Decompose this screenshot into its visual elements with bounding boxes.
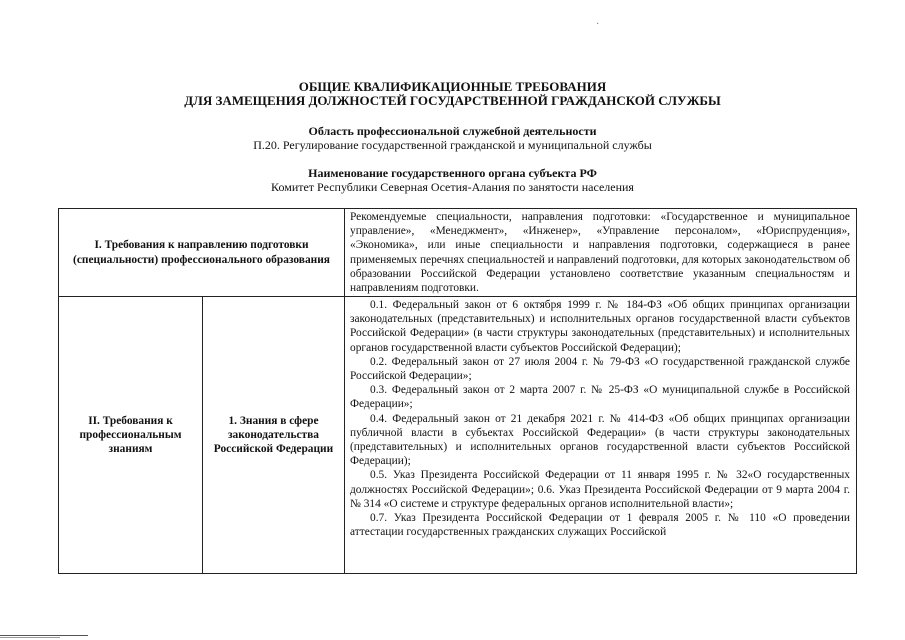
footnote-rule-shadow	[0, 637, 60, 638]
section2-content	[345, 297, 857, 574]
section2-sub-label: 1. Знания в сфере законодательства Российской Федерации	[203, 297, 345, 574]
area-heading: Область профессиональной служебной деятельности	[308, 124, 597, 138]
area-value: П.20. Регулирование государственной гражданской и муниципальной службы	[253, 138, 652, 152]
title-line-2: ДЛЯ ЗАМЕЩЕНИЯ ДОЛЖНОСТЕЙ ГОСУДАРСТВЕННОЙ ГРАЖДАНСКОЙ СЛУЖБЫ	[184, 93, 721, 108]
org-value: Комитет Республики Северная Осетия-Алания по занятости населения	[271, 180, 634, 194]
footnote-rule	[0, 635, 88, 636]
table-row	[59, 209, 857, 297]
list-item: 0.2. Федеральный закон от 27 июля 2004 г. № 79-ФЗ «О государственной гражданской службе Российской Федерации»;	[350, 355, 850, 383]
table-row	[59, 297, 857, 574]
list-item: 0.1. Федеральный закон от 6 октября 1999 г. № 184-ФЗ «Об общих принципах организации законодательных (представительных) и исполнительных органов государственной власти субъектов Российской Федерации» (в части структуры законодательных (представительных) и исполнительных органов государственной власти субъектов Российской Федерации);	[350, 299, 850, 354]
org-heading: Наименование государственного органа субъекта РФ	[308, 166, 597, 180]
scan-speck: ·	[596, 19, 600, 30]
section1-text	[345, 209, 857, 297]
law-list	[350, 298, 850, 572]
list-item: 0.3. Федеральный закон от 2 марта 2007 г. № 25-ФЗ «О муниципальной службе в Российской Федерации»;	[350, 384, 850, 411]
section2-label: II. Требования к профессиональным знаниям	[59, 297, 203, 574]
list-item: 0.7. Указ Президента Российской Федерации от 1 февраля 2005 г. № 110 «О проведении аттестации государственных гражданских служащих Российской	[350, 512, 850, 539]
document-title	[0, 80, 905, 108]
section1-label: I. Требования к направлению подготовки (специальности) профессионального образования	[59, 209, 345, 297]
requirements-table	[58, 208, 857, 574]
list-item: 0.5. Указ Президента Российской Федерации от 11 января 1995 г. № 32«О государственных должностях Российской Федерации»; 0.6. Указ Президента Российской Федерации от 9 марта 2004 г. № 314 «О системе и структуре федеральных органов исполнительной власти»;	[350, 469, 850, 510]
list-item: 0.4. Федеральный закон от 21 декабря 2021 г. № 414-ФЗ «Об общих принципах организации публичной власти в субъектах Российской Федерации» (в части структуры законодательных (представительных) и исполнительных органов государственной власти субъектов Российской Федерации);	[350, 412, 850, 468]
section1-paragraph: Рекомендуемые специальности, направления подготовки: «Государственное и муниципальное управление», «Менеджмент», «Инженер», «Управление персоналом», «Юриспруденция», «Экономика», или иные специальности и направления подготовки, содержащиеся в ранее применяемых перечнях специальностей и направлений подготовки, для которых законодательством об образовании Российской Федерации установлено соответствие указанным специальностям и направлениям подготовки.	[350, 211, 851, 295]
title-line-1: ОБЩИЕ КВАЛИФИКАЦИОННЫЕ ТРЕБОВАНИЯ	[298, 79, 607, 94]
